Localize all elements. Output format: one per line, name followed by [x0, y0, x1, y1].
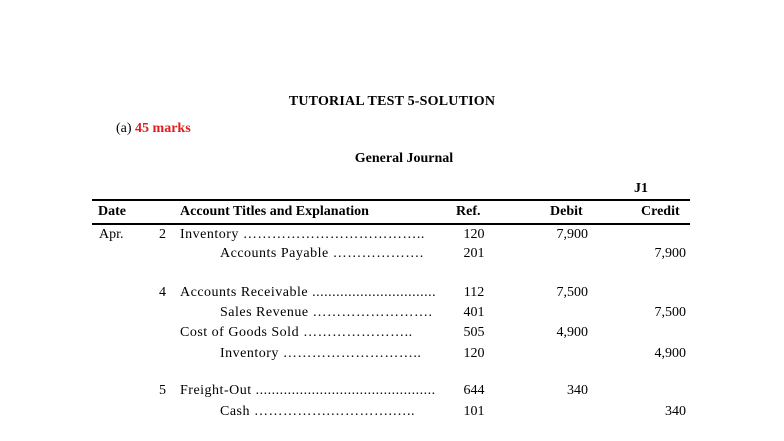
page-title: TUTORIAL TEST 5-SOLUTION	[288, 94, 496, 109]
credit-account: Cash …………….………….…..	[220, 404, 415, 419]
credit-account: Sales Revenue …………………….	[220, 305, 433, 320]
debit-account: Inventory ………………………………..	[180, 227, 425, 242]
part-letter: (a)	[116, 121, 132, 136]
entry-month: Apr.	[99, 227, 124, 242]
header-ref: Ref.	[456, 204, 481, 219]
credit-amount: 7,500	[654, 305, 686, 320]
entry-day: 2	[159, 227, 166, 242]
header-bottom-rule	[92, 223, 690, 225]
journal-page-ref: J1	[634, 181, 648, 196]
entry-ref: 201	[463, 246, 485, 261]
header-account: Account Titles and Explanation	[180, 204, 369, 219]
entry-ref: 644	[463, 383, 485, 398]
entry-day: 5	[159, 383, 166, 398]
credit-account: Accounts Payable ……………….	[220, 246, 424, 261]
credit-amount: 7,900	[654, 246, 686, 261]
entry-ref: 101	[463, 404, 485, 419]
header-debit: Debit	[550, 204, 583, 219]
header-credit: Credit	[641, 204, 680, 219]
header-date: Date	[98, 204, 126, 219]
journal-title: General Journal	[354, 151, 454, 166]
entry-day: 4	[159, 285, 166, 300]
entry-ref: 505	[463, 325, 485, 340]
credit-amount: 4,900	[654, 346, 686, 361]
credit-account: Inventory ………………………..	[220, 346, 422, 361]
entry-ref: 120	[463, 346, 485, 361]
entry-ref: 401	[463, 305, 485, 320]
credit-amount: 340	[665, 404, 686, 419]
header-top-rule	[92, 199, 690, 201]
debit-amount: 4,900	[556, 325, 588, 340]
entry-ref: 112	[463, 285, 485, 300]
part-label	[116, 121, 191, 137]
debit-amount: 340	[567, 383, 588, 398]
debit-amount: 7,500	[556, 285, 588, 300]
debit-account: Accounts Receivable ...............................	[180, 285, 437, 300]
entry-ref: 120	[463, 227, 485, 242]
debit-amount: 7,900	[556, 227, 588, 242]
debit-account: Freight-Out .............................................	[180, 383, 436, 398]
marks-label: 45 marks	[135, 121, 191, 136]
debit-account: Cost of Goods Sold …………………..	[180, 325, 413, 340]
